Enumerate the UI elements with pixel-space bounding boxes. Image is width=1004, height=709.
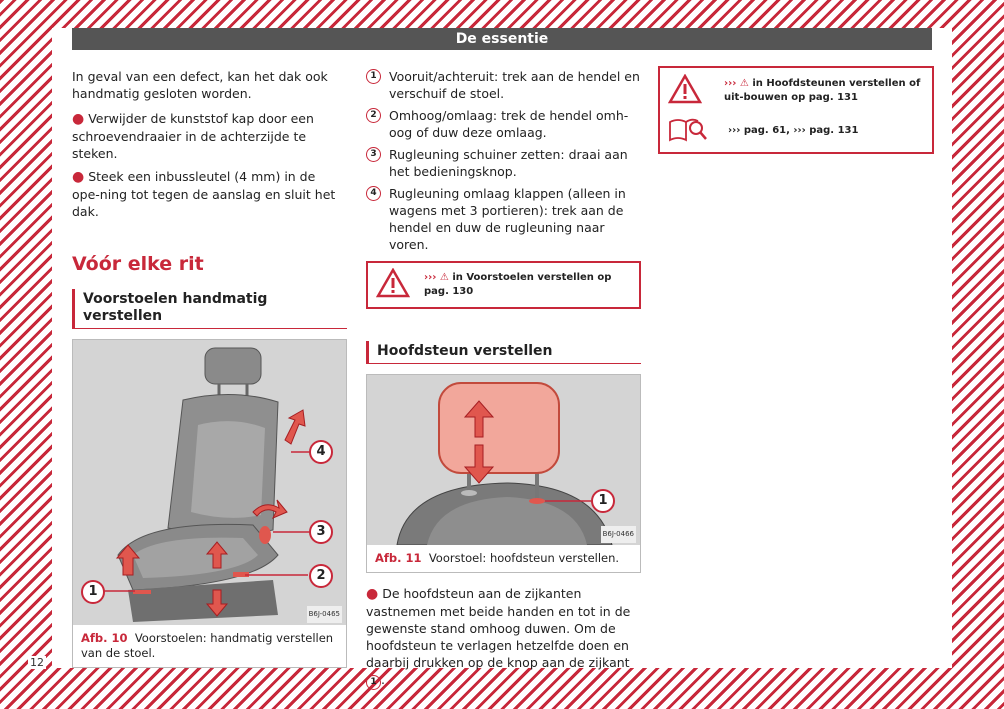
bullet-dot-icon: ● bbox=[366, 586, 379, 602]
bullet-item: ● Steek een inbussleutel (4 mm) in de ope-ning tot tegen de aanslag en sluit het dak. bbox=[72, 169, 336, 219]
figure-code: B6J-0466 bbox=[601, 526, 636, 543]
section-title: Vóór elke rit bbox=[72, 253, 204, 275]
warning-row bbox=[668, 74, 924, 108]
callout-4: 4 bbox=[309, 440, 333, 464]
callout-3: 3 bbox=[309, 520, 333, 544]
figure-seat bbox=[72, 339, 347, 668]
callout-1: 1 bbox=[591, 489, 615, 513]
headrest-illustration bbox=[367, 375, 640, 545]
warning-box bbox=[366, 261, 641, 309]
figure-caption: Afb. 11 Voorstoel: hoofdsteun verstellen. bbox=[375, 551, 620, 565]
page bbox=[52, 28, 952, 687]
bullet-item: ● Verwijder de kunststof kap door een schroevendraaier in de achterzijde te steken. bbox=[72, 111, 314, 161]
warning-triangle-icon bbox=[376, 268, 410, 302]
small-warning-icon: ⚠ bbox=[439, 272, 449, 283]
seat-icon bbox=[73, 340, 346, 625]
warning-box bbox=[658, 66, 934, 154]
page-header: De essentie bbox=[72, 28, 932, 50]
list-item: 4 Rugleuning omlaag klappen (alleen in wagens met 3 portieren): trek aan de hendel en duw de rugleuning naar voren. bbox=[366, 185, 641, 253]
list-item: 1 Vooruit/achteruit: trek aan de hendel en verschuif de stoel. bbox=[366, 68, 641, 102]
warning-triangle-icon bbox=[668, 74, 702, 108]
inline-ref: 1 bbox=[366, 675, 381, 690]
body-text: ● De hoofdsteun aan de zijkanten vastnemen met beide handen en tot in de gewenste stand omhoog duwen. Om de hoofdsteun te verlagen hetzelfde doen en daarbij drukken op de knop aan de zijkant 1 . bbox=[366, 585, 641, 690]
callout-2: 2 bbox=[309, 564, 333, 588]
list-item: 3 Rugleuning schuiner zetten: draai aan het bedieningsknop. bbox=[366, 146, 641, 180]
book-ref-text: ››› pag. 61, ››› pag. 131 bbox=[728, 125, 859, 136]
bullet-dot-icon: ● bbox=[72, 169, 85, 185]
book-magnifier-icon bbox=[668, 116, 708, 146]
warning-text: ››› ⚠ in Voorstoelen verstellen op pag. 130 bbox=[424, 272, 612, 297]
figure-code: B6J-0465 bbox=[307, 606, 342, 623]
subsection-title: Hoofdsteun verstellen bbox=[366, 341, 641, 364]
subsection-title: Voorstoelen handmatig verstellen bbox=[72, 289, 347, 329]
figure-caption: Afb. 10 Voorstoelen: handmatig verstellen van de stoel. bbox=[81, 631, 334, 660]
bullet-dot-icon: ● bbox=[72, 111, 85, 127]
seat-illustration bbox=[73, 340, 346, 625]
figure-headrest bbox=[366, 374, 641, 573]
column-left bbox=[72, 68, 347, 668]
warning-text: ››› ⚠ in Hoofdsteunen verstellen of uit-bouwen op pag. 131 bbox=[724, 78, 921, 103]
intro-text: In geval van een defect, kan het dak ook handmatig gesloten worden. bbox=[72, 69, 328, 101]
callout-1: 1 bbox=[81, 580, 105, 604]
list-item: 2 Omhoog/omlaag: trek de hendel omh-oog of duw deze omlaag. bbox=[366, 107, 641, 141]
page-number: 12 bbox=[30, 656, 44, 669]
column-middle bbox=[366, 68, 641, 698]
book-ref-row bbox=[668, 116, 924, 146]
column-right bbox=[658, 66, 934, 154]
headrest-icon bbox=[367, 375, 640, 545]
small-warning-icon: ⚠ bbox=[739, 78, 749, 89]
